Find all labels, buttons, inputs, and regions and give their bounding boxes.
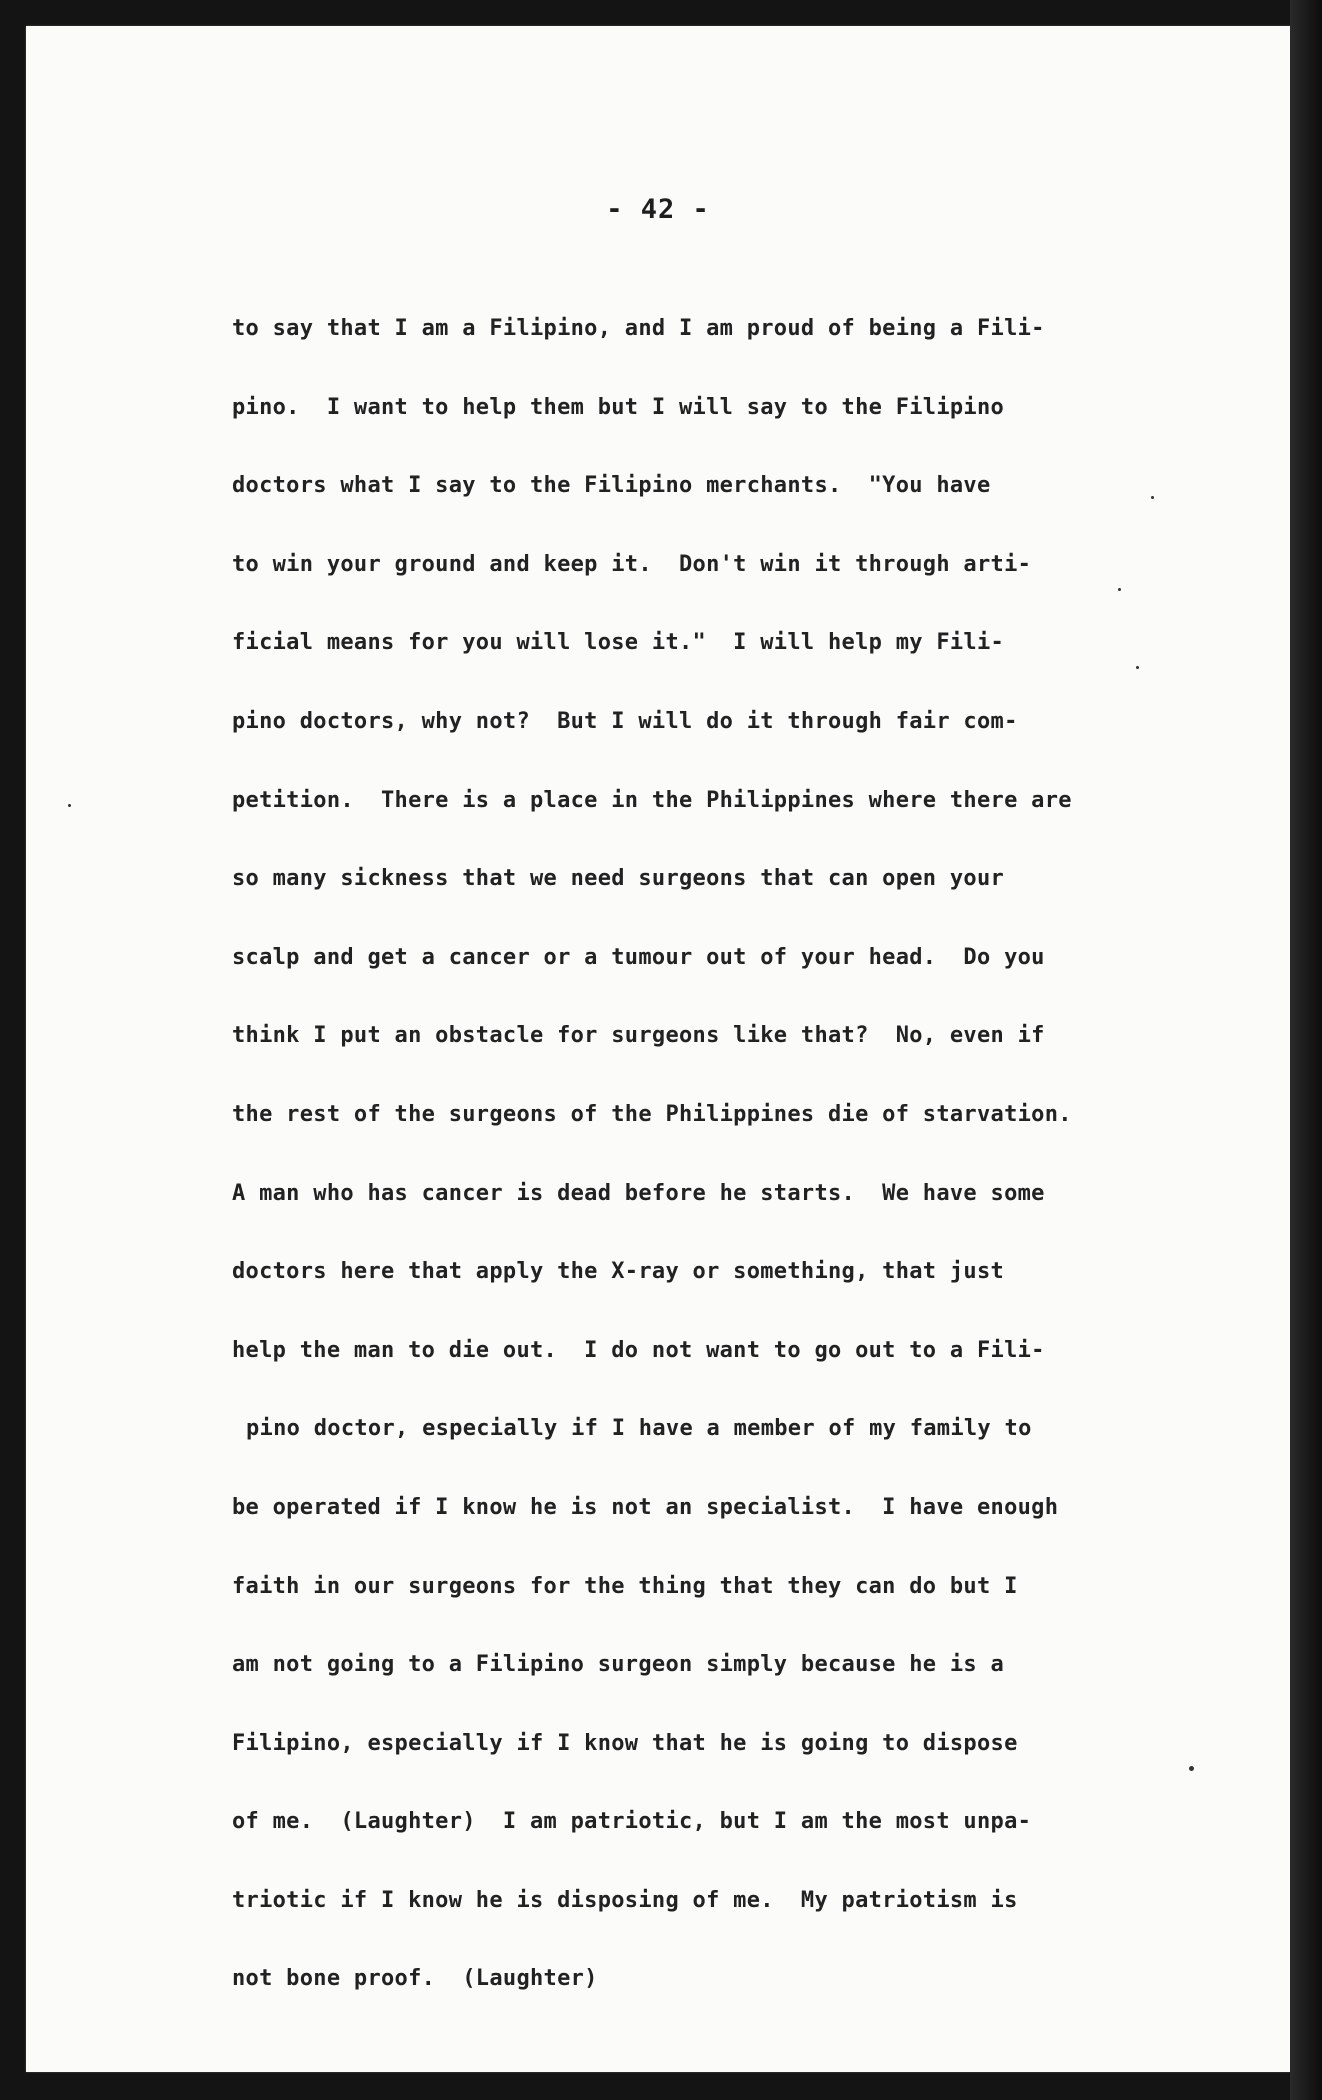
text-line: triotic if I know he is disposing of me. My patriotism is — [232, 1887, 1018, 1913]
scan-speck — [1118, 588, 1121, 591]
document-page — [26, 26, 1290, 2072]
text-line: pino doctor, especially if I have a member of my family to — [246, 1416, 1032, 1442]
text-line: think I put an obstacle for surgeons like that? No, even if — [232, 1023, 1045, 1049]
text-line: faith in our surgeons for the thing that they can do but I — [232, 1573, 1018, 1599]
text-line: A man who has cancer is dead before he starts. We have some — [232, 1180, 1045, 1206]
text-line: doctors here that apply the X-ray or something, that just — [232, 1259, 1005, 1285]
text-line: of me. (Laughter) I am patriotic, but I am the most unpa- — [232, 1809, 1032, 1835]
text-line: pino doctors, why not? But I will do it through fair com- — [232, 708, 1018, 734]
text-line: to win your ground and keep it. Don't win it through arti- — [232, 551, 1032, 577]
text-line: petition. There is a place in the Philippines where there are — [232, 787, 1072, 813]
text-line: the rest of the surgeons of the Philippines die of starvation. — [232, 1101, 1072, 1127]
text-line: help the man to die out. I do not want to go out to a Fili- — [232, 1337, 1045, 1363]
page-number: - 42 - — [606, 194, 710, 225]
text-line: ficial means for you will lose it." I will help my Fili- — [232, 630, 1005, 656]
scan-speck — [1189, 1766, 1194, 1771]
text-line: Filipino, especially if I know that he is going to dispose — [232, 1730, 1018, 1756]
text-line: scalp and get a cancer or a tumour out of your head. Do you — [232, 944, 1045, 970]
text-line: be operated if I know he is not an specialist. I have enough — [232, 1494, 1059, 1520]
text-line: to say that I am a Filipino, and I am proud of being a Fili- — [232, 316, 1045, 341]
scan-speck — [1136, 666, 1139, 669]
text-line: not bone proof. (Laughter) — [232, 1966, 598, 1992]
scan-speck — [1151, 496, 1154, 499]
text-line: doctors what I say to the Filipino merchants. "You have — [232, 473, 991, 499]
text-line: pino. I want to help them but I will say to the Filipino — [232, 394, 1005, 420]
text-line: so many sickness that we need surgeons that can open your — [232, 866, 1005, 892]
body-text — [232, 290, 1252, 2019]
scan-speck — [68, 804, 71, 807]
text-line: am not going to a Filipino surgeon simply because he is a — [232, 1652, 1005, 1678]
scan-border — [1290, 0, 1322, 2100]
